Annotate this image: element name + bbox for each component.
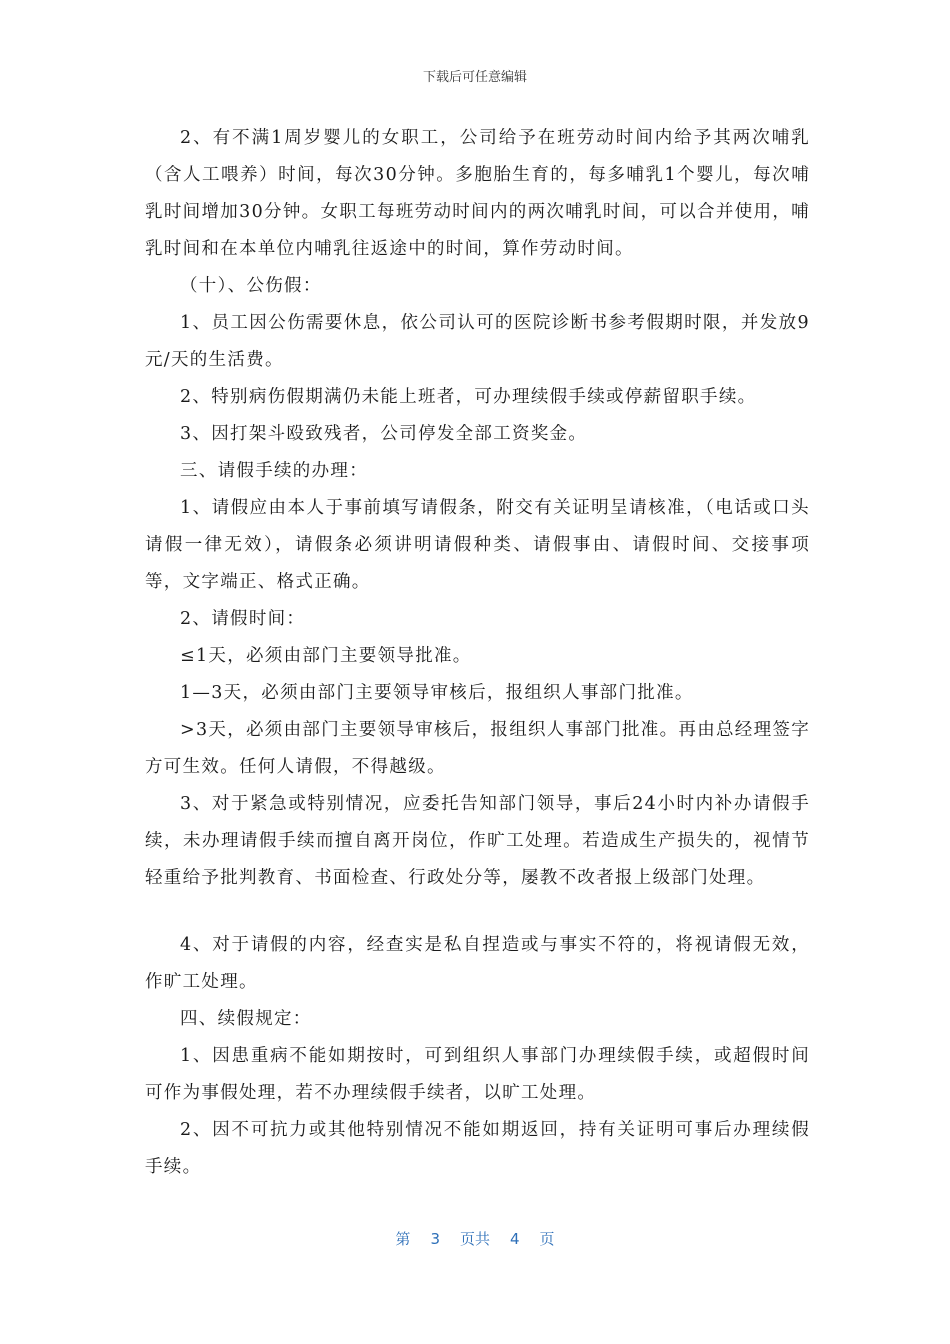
paragraph: >3天，必须由部门主要领导审核后，报组织人事部门批准。再由总经理签字方可生效。任何人请假，不得越级。 [145,720,810,777]
paragraph: ≤1天，必须由部门主要领导批准。 [180,646,472,666]
section-heading: （十）、公伤假： [180,276,322,296]
paragraph: 2、请假时间： [180,609,306,629]
paragraph: 1、请假应由本人于事前填写请假条，附交有关证明呈请核准，（电话或口头请假一律无效），请假条必须讲明请假种类、请假事由、请假时间、交接事项等，文字端正、格式正确。 [145,498,810,592]
paragraph: 1、员工因公伤需要休息，依公司认可的医院诊断书参考假期时限，并发放9元/天的生活费。 [145,313,810,370]
section-heading: 三、请假手续的办理： [180,461,368,481]
paragraph: 3、因打架斗殴致残者，公司停发全部工资奖金。 [180,424,588,444]
footer-suffix: 页 [539,1230,555,1248]
footer-current-page: 3 [430,1230,440,1248]
paragraph: 3、对于紧急或特别情况，应委托告知部门领导，事后24小时内补办请假手续，未办理请假手续而擅自离开岗位，作旷工处理。若造成生产损失的，视情节轻重给予批判教育、书面检查、行政处分等，屡教不改者报上级部门处理。 [145,794,810,888]
paragraph: 2、有不满1周岁婴儿的女职工，公司给予在班劳动时间内给予其两次哺乳（含人工喂养）时间，每次30分钟。多胞胎生育的，每多哺乳1个婴儿，每次哺乳时间增加30分钟。女职工每班劳动时间内的两次哺乳时间，可以合并使用，哺乳时间和在本单位内哺乳往返途中的时间，算作劳动时间。 [145,128,810,259]
page-header: 下载后可任意编辑 [422,70,527,85]
paragraph: 1、因患重病不能如期按时，可到组织人事部门办理续假手续，或超假时间可作为事假处理，若不办理续假手续者，以旷工处理。 [145,1046,810,1103]
paragraph: 1—3天，必须由部门主要领导审核后，报组织人事部门批准。 [180,683,694,703]
footer-prefix: 第 [395,1230,411,1248]
footer-middle: 页共 [459,1230,490,1248]
paragraph: 4、对于请假的内容，经查实是私自捏造或与事实不符的，将视请假无效，作旷工处理。 [145,935,810,992]
section-heading: 四、续假规定： [180,1009,312,1029]
paragraph: 2、因不可抗力或其他特别情况不能如期返回，持有关证明可事后办理续假手续。 [145,1120,810,1177]
page-footer [0,1228,950,1249]
footer-total-pages: 4 [510,1230,520,1248]
paragraph: 2、特别病伤假期满仍未能上班者，可办理续假手续或停薪留职手续。 [180,387,757,407]
document-body [145,120,810,1186]
